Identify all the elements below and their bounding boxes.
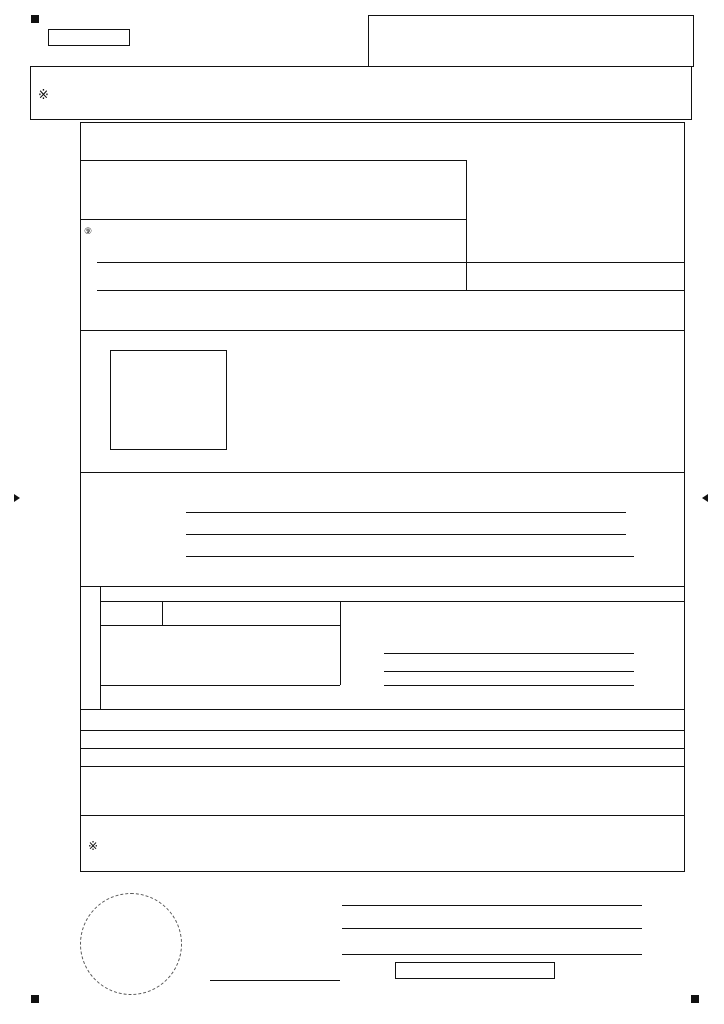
main-form-frame (80, 122, 685, 872)
corner-mark (31, 15, 39, 23)
standard-chars-box (368, 15, 694, 67)
corner-mark (31, 995, 39, 1003)
bank-name-box (110, 350, 227, 450)
note-no-fill (688, 120, 716, 255)
notes-body (32, 150, 77, 980)
fold-marker-right (702, 494, 708, 502)
receipt-stamp-circle (80, 893, 182, 995)
corner-mark (691, 995, 699, 1003)
requester-box (395, 962, 555, 979)
category-box (48, 29, 130, 46)
fold-marker-left (14, 494, 20, 502)
ocr-top-block: ※ (30, 66, 692, 120)
